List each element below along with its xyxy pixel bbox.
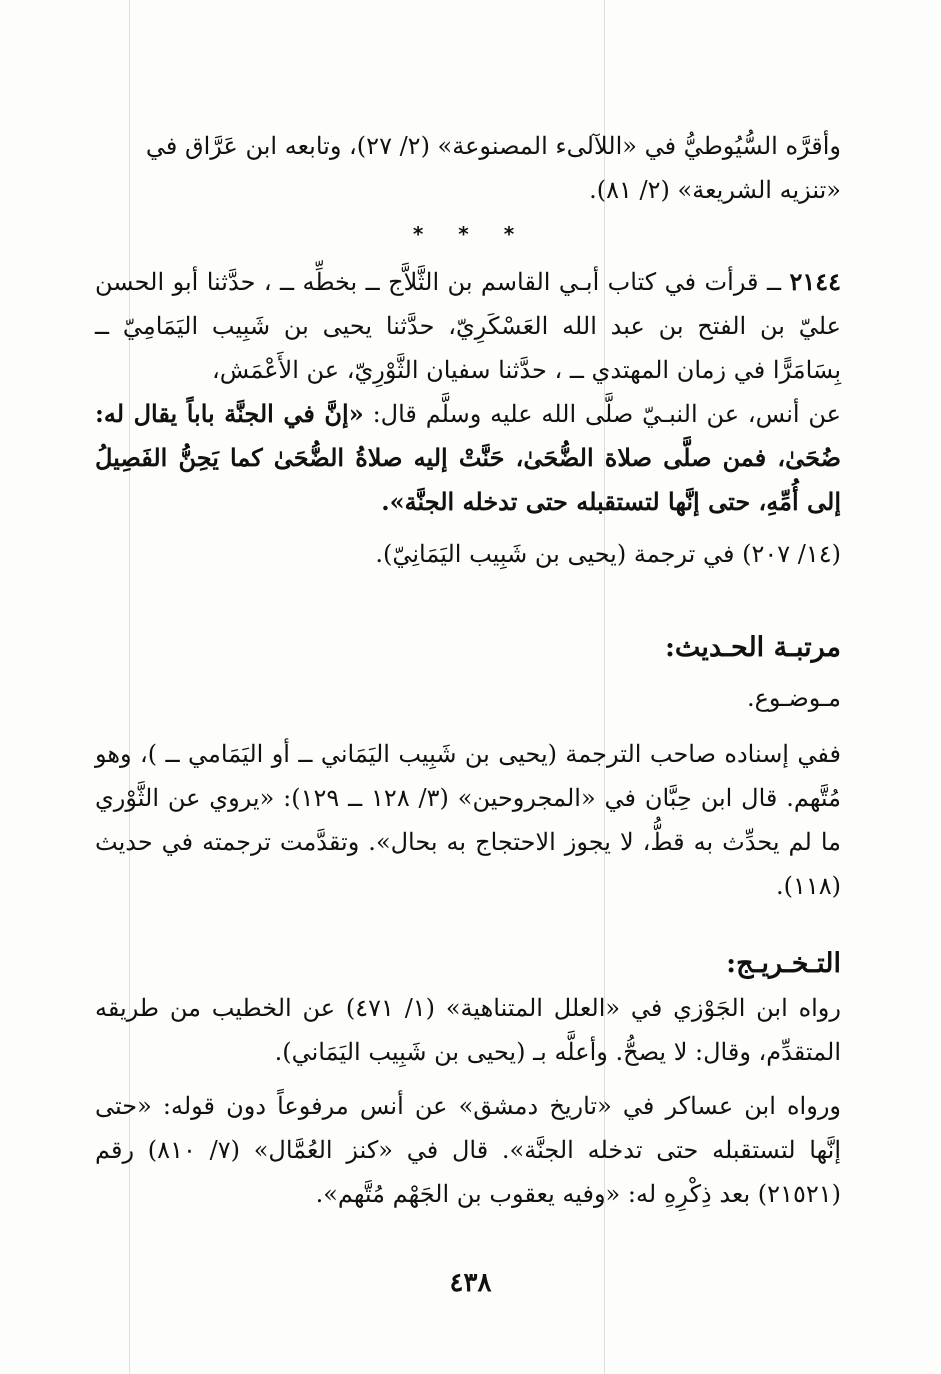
hadith-isnad: ــ قرأت في كتاب أبـي القاسم بن الثَّلاَّج ــ بخطِّه ــ ، حدَّثنا أبو الحسن عليّ بن الفتح بن عبد الله العَسْكَرِيّ، حدَّثنا يحيى بن شَبِيب اليَمَامِيّ ــ بِسَامَرًّا في زمان المهتدي ــ ، حدَّثنا سفيان الثَّوْرِيّ، عن الأَعْمَش،: [95, 268, 841, 384]
section-separator: * * *: [412, 222, 529, 246]
grade-text: ففي إسناده صاحب الترجمة (يحيى بن شَبِيب اليَمَاني ــ أو اليَمَامي ــ )، وهو مُتَّهم. قال ابن حِبَّان في «المجروحين» (٣/ ١٢٨ ــ ١٢٩): «يروي عن الثَّوْري ما لم يحدِّث به قطُّ، لا يجوز الاحتجاج به بحال». وتقدَّمت ترجمته في حديث (١١٨).: [95, 740, 842, 900]
takhrij-paragraph-2: ورواه ابن عساكر في «تاريخ دمشق» عن أنس مرفوعاً دون قوله: «حتى إنَّها لتستقبله حتى تدخله الجنَّة». قال في «كنز العُمَّال» (٧/ ٨١٠) رقم (٢١٥٢١) بعد ذِكْرِهِ له: «وفيه يعقوب بن الجَهْم مُتَّهم».: [95, 1092, 842, 1208]
page-number: ٤٣٨: [449, 1268, 492, 1298]
intro-line-1: وأقرَّه السُّيُوطيُّ في «اللآلىء المصنوعة» (٢/ ٢٧)، وتابعه ابن عَرَّاق في: [145, 132, 841, 160]
hadith-number: ٢١٤٤: [789, 267, 841, 296]
intro-line-2: «تنزيه الشريعة» (٢/ ٨١).: [589, 176, 841, 204]
hadith-isnad-paragraph: [95, 260, 841, 392]
grade-value: مـوضـوع.: [746, 684, 841, 712]
intro-paragraph: [95, 124, 841, 212]
hadith-chain-end: عن أنس، عن النبـيّ صلَّى الله عليه وسلَّم قال:: [363, 400, 841, 428]
hadith-matn-paragraph: [95, 392, 841, 524]
takhrij-section: [95, 942, 841, 1216]
grade-heading: مرتبـة الحـديث:: [664, 632, 841, 663]
hadith-matn: «إنَّ في الجنَّة باباً يقال له: ضُحَىٰ، فمن صلَّى صلاة الضُّحَىٰ، حَنَّتْ إليه صلاةُ الضُّحَىٰ كما يَحِنُّ الفَصِيلُ إلى أُمِّهِ، حتى إنَّها لتستقبله حتى تدخله الجنَّة».: [95, 399, 841, 516]
takhrij-paragraph-1: رواه ابن الجَوْزي في «العلل المتناهية» (١/ ٤٧١) عن الخطيب من طريقه المتقدِّم، وقال: لا يصحُّ. وأعلَّه بـ (يحيى بن شَبِيب اليَمَاني).: [95, 994, 841, 1066]
grade-section: [95, 626, 841, 908]
takhrij-heading: التـخـريـج:: [726, 948, 841, 979]
hadith-block: [95, 260, 841, 576]
hadith-reference: (١٤/ ٢٠٧) في ترجمة (يحيى بن شَبِيب اليَمَانِيّ).: [375, 540, 841, 568]
